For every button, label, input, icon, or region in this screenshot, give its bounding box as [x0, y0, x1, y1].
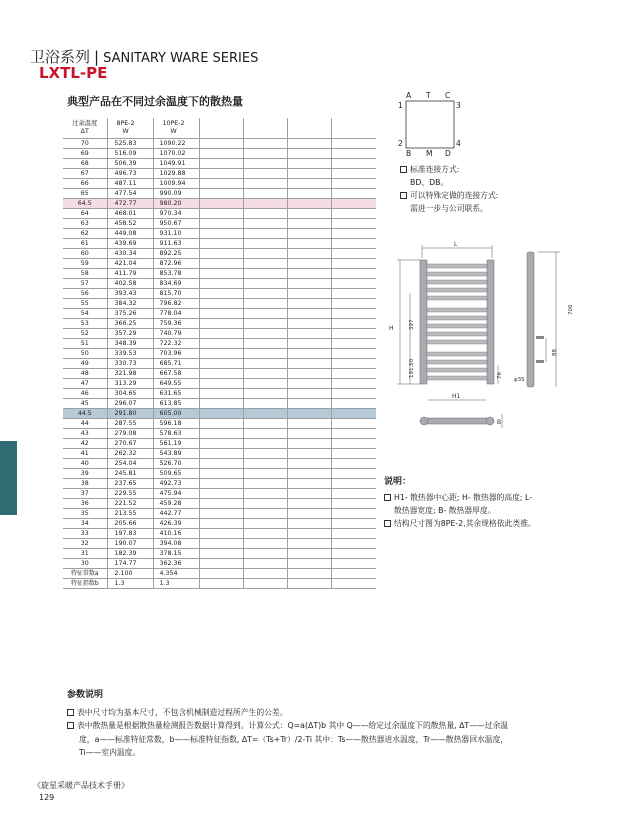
cell-delta-t: 46: [63, 388, 107, 398]
cell-10pe2: 815.70: [153, 288, 199, 298]
cell-8pe2: 229.55: [107, 488, 153, 498]
table-row: [63, 418, 376, 428]
cell-8pe2: 411.79: [107, 268, 153, 278]
checkbox-icon: [400, 192, 407, 199]
cell-8pe2: 402.58: [107, 278, 153, 288]
table-row: [63, 548, 376, 558]
table-row: [63, 318, 376, 328]
table-row: [63, 168, 376, 178]
cell-delta-t: 53: [63, 318, 107, 328]
table-row: [63, 348, 376, 358]
cell-10pe2: 950.67: [153, 218, 199, 228]
table-row: [63, 388, 376, 398]
radiator-bar: [427, 332, 487, 336]
radiator-bar: [427, 288, 487, 292]
cell-delta-t: 55: [63, 298, 107, 308]
dim-phi35: φ35: [514, 377, 525, 383]
radiator-bar: [427, 296, 487, 300]
cell-delta-t: 59: [63, 258, 107, 268]
params-title: 参数说明: [67, 690, 104, 700]
cell-delta-t: 30: [63, 558, 107, 568]
cell-10pe2: 703.96: [153, 348, 199, 358]
cell-delta-t: 特征指数b: [63, 578, 107, 588]
cell-8pe2: 525.83: [107, 138, 153, 148]
cell-delta-t: 67: [63, 168, 107, 178]
cell-10pe2: 492.73: [153, 478, 199, 488]
cell-delta-t: 42: [63, 438, 107, 448]
cell-10pe2: 1090.22: [153, 138, 199, 148]
cell-8pe2: 245.81: [107, 468, 153, 478]
table-row: [63, 478, 376, 488]
cell-10pe2: 4.354: [153, 568, 199, 578]
cell-8pe2: 384.32: [107, 298, 153, 308]
table-row: [63, 238, 376, 248]
heat-output-table: [63, 118, 376, 589]
dim-706: 706: [568, 304, 574, 315]
table-row: [63, 248, 376, 258]
cell-8pe2: 366.25: [107, 318, 153, 328]
cell-delta-t: 36: [63, 498, 107, 508]
radiator-bar: [427, 360, 487, 364]
conn-label-1: 1: [398, 101, 403, 110]
special-connection-label: 可以特殊定做的连接方式:: [410, 191, 499, 200]
cell-8pe2: 182.39: [107, 548, 153, 558]
cell-delta-t: 64.5: [63, 198, 107, 208]
table-row: [63, 148, 376, 158]
explain-item-2: 结构尺寸图为8PE-2,其余规格依此类推。: [394, 519, 536, 528]
dim-h: H: [389, 325, 394, 332]
cell-8pe2: 468.01: [107, 208, 153, 218]
cell-delta-t: 54: [63, 308, 107, 318]
cell-8pe2: 270.67: [107, 438, 153, 448]
footer-book-title: 《旋星采暖产品技术手册》: [33, 781, 129, 790]
table-heading: 典型产品在不同过余温度下的散热量: [67, 95, 243, 108]
dim-191-50: 191.50: [409, 358, 415, 378]
cell-delta-t: 51: [63, 338, 107, 348]
cell-delta-t: 50: [63, 348, 107, 358]
radiator-bar: [427, 324, 487, 328]
table-row: [63, 278, 376, 288]
cell-10pe2: 442.77: [153, 508, 199, 518]
radiator-side-view: [514, 252, 574, 387]
cell-8pe2: 496.73: [107, 168, 153, 178]
table-row: [63, 178, 376, 188]
cell-8pe2: 449.08: [107, 228, 153, 238]
cell-8pe2: 1.3: [107, 578, 153, 588]
cell-10pe2: 526.70: [153, 458, 199, 468]
cell-10pe2: 722.32: [153, 338, 199, 348]
cell-8pe2: 205.66: [107, 518, 153, 528]
cell-10pe2: 853.78: [153, 268, 199, 278]
cell-delta-t: 40: [63, 458, 107, 468]
cell-delta-t: 48: [63, 368, 107, 378]
cell-10pe2: 561.19: [153, 438, 199, 448]
table-row: [63, 258, 376, 268]
col-header-delta-t: 过余温度 ΔT: [63, 118, 107, 138]
table-row: [63, 558, 376, 568]
cell-delta-t: 65: [63, 188, 107, 198]
cell-10pe2: 740.79: [153, 328, 199, 338]
table-row: [63, 208, 376, 218]
explain-item-1: H1- 散热器中心距; H- 散热器的高度; L-: [394, 493, 533, 502]
table-row: [63, 368, 376, 378]
page-number: 129: [39, 793, 55, 802]
dim-b: B: [497, 419, 502, 426]
cell-8pe2: 262.32: [107, 448, 153, 458]
params-item-1: 表中尺寸均为基本尺寸，不包含机械制造过程所产生的公差。: [77, 707, 288, 717]
cell-delta-t: 64: [63, 208, 107, 218]
cell-10pe2: 605.00: [153, 408, 199, 418]
conn-label-a: A: [406, 91, 412, 100]
table-row: [63, 268, 376, 278]
radiator-bar: [427, 368, 487, 372]
cell-delta-t: 31: [63, 548, 107, 558]
cell-8pe2: 221.52: [107, 498, 153, 508]
header-separator: |: [94, 48, 100, 66]
cell-8pe2: 516.09: [107, 148, 153, 158]
cell-10pe2: 970.34: [153, 208, 199, 218]
checkbox-icon: [400, 166, 407, 173]
cell-10pe2: 990.09: [153, 188, 199, 198]
radiator-top-view: [420, 393, 502, 428]
table-row: [63, 508, 376, 518]
table-row: [63, 398, 376, 408]
cell-10pe2: 980.20: [153, 198, 199, 208]
cell-10pe2: 410.16: [153, 528, 199, 538]
cell-8pe2: 321.98: [107, 368, 153, 378]
radiator-bar: [427, 376, 487, 380]
cell-8pe2: 190.07: [107, 538, 153, 548]
col-header-8pe2: 8PE-2 W: [107, 118, 153, 138]
conn-label-m: M: [426, 149, 433, 158]
cell-10pe2: 834.69: [153, 278, 199, 288]
std-connection-value: BD、DB。: [410, 178, 449, 187]
cell-delta-t: 47: [63, 378, 107, 388]
table-row: [63, 158, 376, 168]
table-row: [63, 568, 376, 578]
table-row: [63, 298, 376, 308]
cell-8pe2: 287.55: [107, 418, 153, 428]
cell-8pe2: 296.07: [107, 398, 153, 408]
cell-10pe2: 778.04: [153, 308, 199, 318]
cell-8pe2: 430.34: [107, 248, 153, 258]
cell-8pe2: 197.83: [107, 528, 153, 538]
col-header-10pe2: 10PE-2 W: [153, 118, 199, 138]
checkbox-icon: [67, 709, 74, 716]
radiator-bar: [427, 264, 487, 268]
cell-8pe2: 348.39: [107, 338, 153, 348]
cell-10pe2: 892.25: [153, 248, 199, 258]
dim-397: 397: [409, 319, 415, 330]
explain-title: 说明：: [384, 477, 412, 487]
conn-label-t: T: [426, 91, 431, 100]
table-row: [63, 518, 376, 528]
header-title-cn: 卫浴系列: [30, 48, 91, 66]
cell-8pe2: 237.65: [107, 478, 153, 488]
cell-8pe2: 458.52: [107, 218, 153, 228]
params-item-2-end: Ti——室内温度。: [79, 748, 141, 757]
conn-label-b: B: [406, 149, 412, 158]
cell-delta-t: 52: [63, 328, 107, 338]
model-name: LXTL-PE: [39, 64, 108, 82]
table-row: [63, 188, 376, 198]
cell-8pe2: 487.11: [107, 178, 153, 188]
cell-10pe2: 685.71: [153, 358, 199, 368]
drawing-explanation: [384, 476, 589, 530]
parameter-notes: [67, 689, 567, 760]
cell-delta-t: 35: [63, 508, 107, 518]
cell-10pe2: 1.3: [153, 578, 199, 588]
table-row: [63, 528, 376, 538]
cell-8pe2: 439.69: [107, 238, 153, 248]
cell-delta-t: 37: [63, 488, 107, 498]
cell-8pe2: 477.54: [107, 188, 153, 198]
table-row: [63, 378, 376, 388]
cell-10pe2: 459.28: [153, 498, 199, 508]
cell-delta-t: 44.5: [63, 408, 107, 418]
radiator-bar: [427, 280, 487, 284]
cell-delta-t: 68: [63, 158, 107, 168]
cell-10pe2: 1029.88: [153, 168, 199, 178]
conn-label-c: C: [445, 91, 451, 100]
cell-8pe2: 213.55: [107, 508, 153, 518]
cell-8pe2: 339.53: [107, 348, 153, 358]
cell-delta-t: 66: [63, 178, 107, 188]
cell-10pe2: 509.65: [153, 468, 199, 478]
dim-h1: H1: [452, 393, 461, 400]
dim-88: 88: [552, 349, 558, 356]
cell-10pe2: 1049.91: [153, 158, 199, 168]
cell-10pe2: 596.18: [153, 418, 199, 428]
table-row: [63, 218, 376, 228]
cell-delta-t: 特征常数a: [63, 568, 107, 578]
table-row: [63, 468, 376, 478]
cell-10pe2: 759.36: [153, 318, 199, 328]
table-row: [63, 328, 376, 338]
cell-8pe2: 506.39: [107, 158, 153, 168]
cell-8pe2: 254.04: [107, 458, 153, 468]
cell-8pe2: 279.08: [107, 428, 153, 438]
cell-8pe2: 472.77: [107, 198, 153, 208]
cell-delta-t: 41: [63, 448, 107, 458]
table-row: [63, 308, 376, 318]
connection-square: [406, 101, 454, 148]
cell-8pe2: 313.29: [107, 378, 153, 388]
radiator-drawing: [380, 238, 590, 438]
table-row: [63, 428, 376, 438]
cell-10pe2: 394.08: [153, 538, 199, 548]
cell-10pe2: 426.39: [153, 518, 199, 528]
checkbox-icon: [67, 722, 74, 729]
cell-delta-t: 58: [63, 268, 107, 278]
cell-delta-t: 63: [63, 218, 107, 228]
conn-label-2: 2: [398, 139, 403, 148]
radiator-bar: [427, 352, 487, 356]
header-title-en: SANITARY WARE SERIES: [103, 51, 259, 66]
cell-delta-t: 33: [63, 528, 107, 538]
radiator-bar: [427, 340, 487, 344]
cell-10pe2: 578.63: [153, 428, 199, 438]
cell-8pe2: 174.77: [107, 558, 153, 568]
checkbox-icon: [384, 494, 391, 501]
cell-delta-t: 56: [63, 288, 107, 298]
cell-delta-t: 60: [63, 248, 107, 258]
cell-10pe2: 475.94: [153, 488, 199, 498]
cell-delta-t: 34: [63, 518, 107, 528]
cell-10pe2: 649.55: [153, 378, 199, 388]
cell-10pe2: 543.89: [153, 448, 199, 458]
table-row: [63, 408, 376, 418]
dim-l: L: [454, 241, 458, 248]
table-row: [63, 338, 376, 348]
radiator-bar: [427, 272, 487, 276]
side-section-tab: [0, 441, 17, 515]
table-row: [63, 288, 376, 298]
table-row: [63, 198, 376, 208]
explain-item-1-cont: 散热器宽度; B- 散热器厚度。: [394, 506, 496, 515]
table-row: [63, 358, 376, 368]
conn-label-3: 3: [456, 101, 461, 110]
cell-10pe2: 613.85: [153, 398, 199, 408]
table-row: [63, 538, 376, 548]
cell-10pe2: 667.58: [153, 368, 199, 378]
connection-notes: [400, 163, 498, 215]
cell-8pe2: 330.73: [107, 358, 153, 368]
cell-8pe2: 304.65: [107, 388, 153, 398]
cell-10pe2: 631.65: [153, 388, 199, 398]
cell-10pe2: 796.82: [153, 298, 199, 308]
table-row: [63, 578, 376, 588]
table-header-row: [63, 118, 376, 138]
special-connection-value: 需进一步与公司联系。: [410, 204, 488, 213]
cell-8pe2: 2.100: [107, 568, 153, 578]
cell-10pe2: 931.10: [153, 228, 199, 238]
cell-10pe2: 872.96: [153, 258, 199, 268]
cell-8pe2: 421.04: [107, 258, 153, 268]
table-row: [63, 438, 376, 448]
cell-delta-t: 49: [63, 358, 107, 368]
cell-8pe2: 291.80: [107, 408, 153, 418]
radiator-bar: [427, 316, 487, 320]
cell-8pe2: 357.29: [107, 328, 153, 338]
cell-delta-t: 62: [63, 228, 107, 238]
cell-delta-t: 45: [63, 398, 107, 408]
table-row: [63, 228, 376, 238]
cell-delta-t: 39: [63, 468, 107, 478]
checkbox-icon: [384, 520, 391, 527]
cell-10pe2: 362.36: [153, 558, 199, 568]
params-item-2: 表中散热量是根据散热量检测报告数据计算得到。计算公式：Q=a(ΔT)b 其中 Q——给定过余温度下的散热量, ΔT——过余温: [77, 721, 509, 730]
cell-delta-t: 43: [63, 428, 107, 438]
conn-label-d: D: [445, 149, 451, 158]
cell-10pe2: 378.15: [153, 548, 199, 558]
table-row: [63, 488, 376, 498]
table-row: [63, 458, 376, 468]
radiator-bar: [427, 308, 487, 312]
cell-10pe2: 911.63: [153, 238, 199, 248]
radiator-front-view: [389, 241, 503, 384]
dim-76: 76: [497, 372, 503, 379]
conn-label-4: 4: [456, 139, 461, 148]
cell-delta-t: 44: [63, 418, 107, 428]
cell-delta-t: 61: [63, 238, 107, 248]
cell-delta-t: 70: [63, 138, 107, 148]
cell-delta-t: 32: [63, 538, 107, 548]
cell-8pe2: 393.43: [107, 288, 153, 298]
cell-delta-t: 69: [63, 148, 107, 158]
cell-delta-t: 38: [63, 478, 107, 488]
cell-10pe2: 1070.02: [153, 148, 199, 158]
table-row: [63, 498, 376, 508]
std-connection-label: 标准连接方式:: [410, 165, 460, 174]
cell-10pe2: 1009.94: [153, 178, 199, 188]
table-row: [63, 448, 376, 458]
cell-8pe2: 375.26: [107, 308, 153, 318]
cell-delta-t: 57: [63, 278, 107, 288]
params-item-2-cont: 度，a——标准特征常数，b——标准特征指数, ΔT=（Ts+Tr）/2-Ti 其中：Ts——散热器进水温度，Tr——散热器回水温度，: [79, 734, 509, 744]
table-row: [63, 138, 376, 148]
